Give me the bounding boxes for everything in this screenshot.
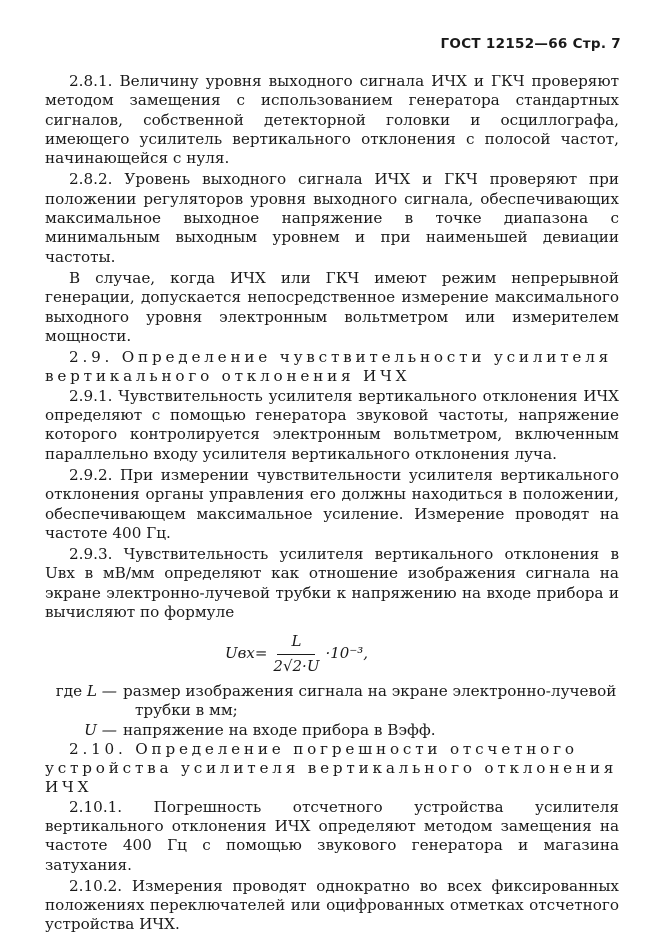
where-u-symbol: U — xyxy=(84,720,117,739)
paragraph-2-10-2: 2.10.2. Измерения проводят однократно во всех фиксированных положениях переключателей или оцифрованных отметках отсчетного устройства ИЧХ. xyxy=(45,876,619,934)
formula-lhs: Uвх= xyxy=(225,644,268,663)
paragraph-2-8-2: 2.8.2. Уровень выходного сигнала ИЧХ и ГКЧ проверяют при положении регуляторов уровня выходного сигнала, обеспечивающих максимальное выходное напряжение в точке диапазона с минимальным выходным уровнем и при наименьшей девиации частоты. xyxy=(45,170,619,266)
paragraph-2-9-1: 2.9.1. Чувствительность усилителя вертикального отклонения ИЧХ определяют с помощью генератора звуковой частоты, напряжение которого контролируется электронным вольтметром, включенным параллельно входу усилителя вертикального отклонения луча. xyxy=(45,386,619,463)
where-l-desc-cont: трубки в мм; xyxy=(135,701,238,720)
where-lead: где L — xyxy=(55,681,117,700)
where-l-desc: размер изображения сигнала на экране электронно-лучевой xyxy=(123,681,617,700)
where-u-row xyxy=(45,721,619,740)
sensitivity-formula xyxy=(225,632,619,676)
page-header: ГОСТ 12152—66 Стр. 7 xyxy=(440,36,621,52)
section-heading-2-9: 2.9. Определение чувствительности усилителя вертикального отклонения ИЧХ xyxy=(45,348,613,386)
formula-fraction xyxy=(273,632,319,676)
formula-numerator: L xyxy=(277,632,315,654)
formula-denominator: 2√2·U xyxy=(273,656,320,675)
formula-factor: ·10⁻³, xyxy=(325,644,369,663)
section-heading-2-10: 2.10. Определение погрешности отсчетного устройства усилителя вертикального отклонения ИЧХ xyxy=(45,739,618,797)
document-body xyxy=(45,72,619,937)
paragraph-2-9-3: 2.9.3. Чувствительность усилителя вертикального отклонения в Uвх в мВ/мм определяют как отношение изображения сигнала на экране электронно-лучевой трубки к напряжению на входе прибора и вычисляют по формуле xyxy=(45,545,619,622)
paragraph-2-9-2: 2.9.2. При измерении чувствительности усилителя вертикального отклонения органы управления его должны находиться в положении, обеспечивающем максимальное усиление. Измерение проводят на частоте 400 Гц. xyxy=(45,465,619,542)
paragraph-note: В случае, когда ИЧХ или ГКЧ имеют режим непрерывной генерации, допускается непосредственное измерение максимального выходного уровня электронным вольтметром или измерителем мощности. xyxy=(45,268,619,345)
where-l-row xyxy=(45,682,619,701)
where-u-desc: напряжение на входе прибора в Вэфф. xyxy=(123,720,436,739)
paragraph-2-8-1: 2.8.1. Величину уровня выходного сигнала ИЧХ и ГКЧ проверяют методом замещения с использованием генератора стандартных сигналов, собственной детекторной головки и осциллографа, имеющего усилитель вертикального отклонения с полосой частот, начинающейся с нуля. xyxy=(45,72,619,168)
paragraph-2-10-1: 2.10.1. Погрешность отсчетного устройства усилителя вертикального отклонения ИЧХ определяют методом замещения на частоте 400 Гц с помощью звукового генератора и магазина затухания. xyxy=(45,797,619,874)
